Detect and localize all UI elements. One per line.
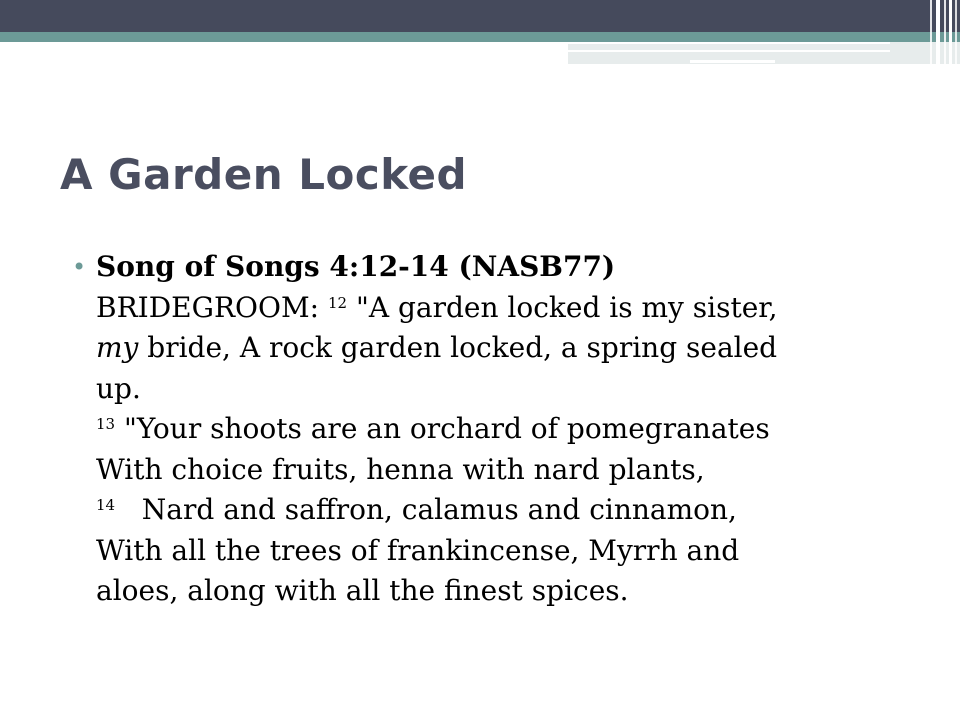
verse-number-13: 13 (96, 415, 116, 433)
passage-line-4 (96, 369, 912, 410)
passage-reference: Song of Songs 4:12-14 (NASB77) (96, 250, 616, 283)
bullet-item (72, 247, 912, 612)
slide-body (72, 247, 912, 612)
header-divider-line (0, 50, 890, 52)
passage-line-3 (96, 328, 912, 369)
header-vertical-bar (936, 0, 940, 64)
passage-line-5 (96, 409, 912, 450)
verse-14-text-1: Nard and saffron, calamus and cinnamon, (141, 493, 737, 526)
verse-12-italic-word: my (96, 331, 139, 364)
passage-line-7 (96, 490, 912, 531)
header-vertical-bar (944, 0, 946, 64)
header-vertical-bar (955, 0, 957, 64)
verse-12-text-1: "A garden locked is my sister, (347, 290, 778, 324)
passage-line-9 (96, 571, 912, 612)
passage-line-6 (96, 450, 912, 491)
verse-14-text-3: aloes, along with all the finest spices. (96, 574, 629, 607)
verse-number-14: 14 (96, 496, 116, 514)
verse-12-text-2: bride, A rock garden locked, a spring sealed (138, 331, 778, 364)
header-divider-line (0, 42, 890, 44)
verse-12-text-3: up. (96, 371, 141, 405)
header-vertical-bar (930, 0, 932, 64)
header-vertical-bar (949, 0, 952, 64)
verse-number-12: 12 (327, 293, 348, 312)
passage-line-2 (96, 288, 912, 329)
passage-line-8 (96, 531, 912, 572)
slide-title: A Garden Locked (60, 150, 468, 199)
passage-line-1 (96, 247, 912, 288)
verse-13-text-1: "Your shoots are an orchard of pomegranates (115, 412, 770, 445)
speaker-label: BRIDEGROOM: (96, 290, 320, 324)
verse-14-text-2: With all the trees of frankincense, Myrrh and (96, 533, 740, 567)
header-band-teal (0, 32, 960, 42)
bullet-icon: • (72, 253, 87, 281)
header-divider-line (690, 60, 775, 63)
verse-13-text-2: With choice fruits, henna with nard plants, (96, 452, 705, 486)
header-band-dark (0, 0, 960, 32)
